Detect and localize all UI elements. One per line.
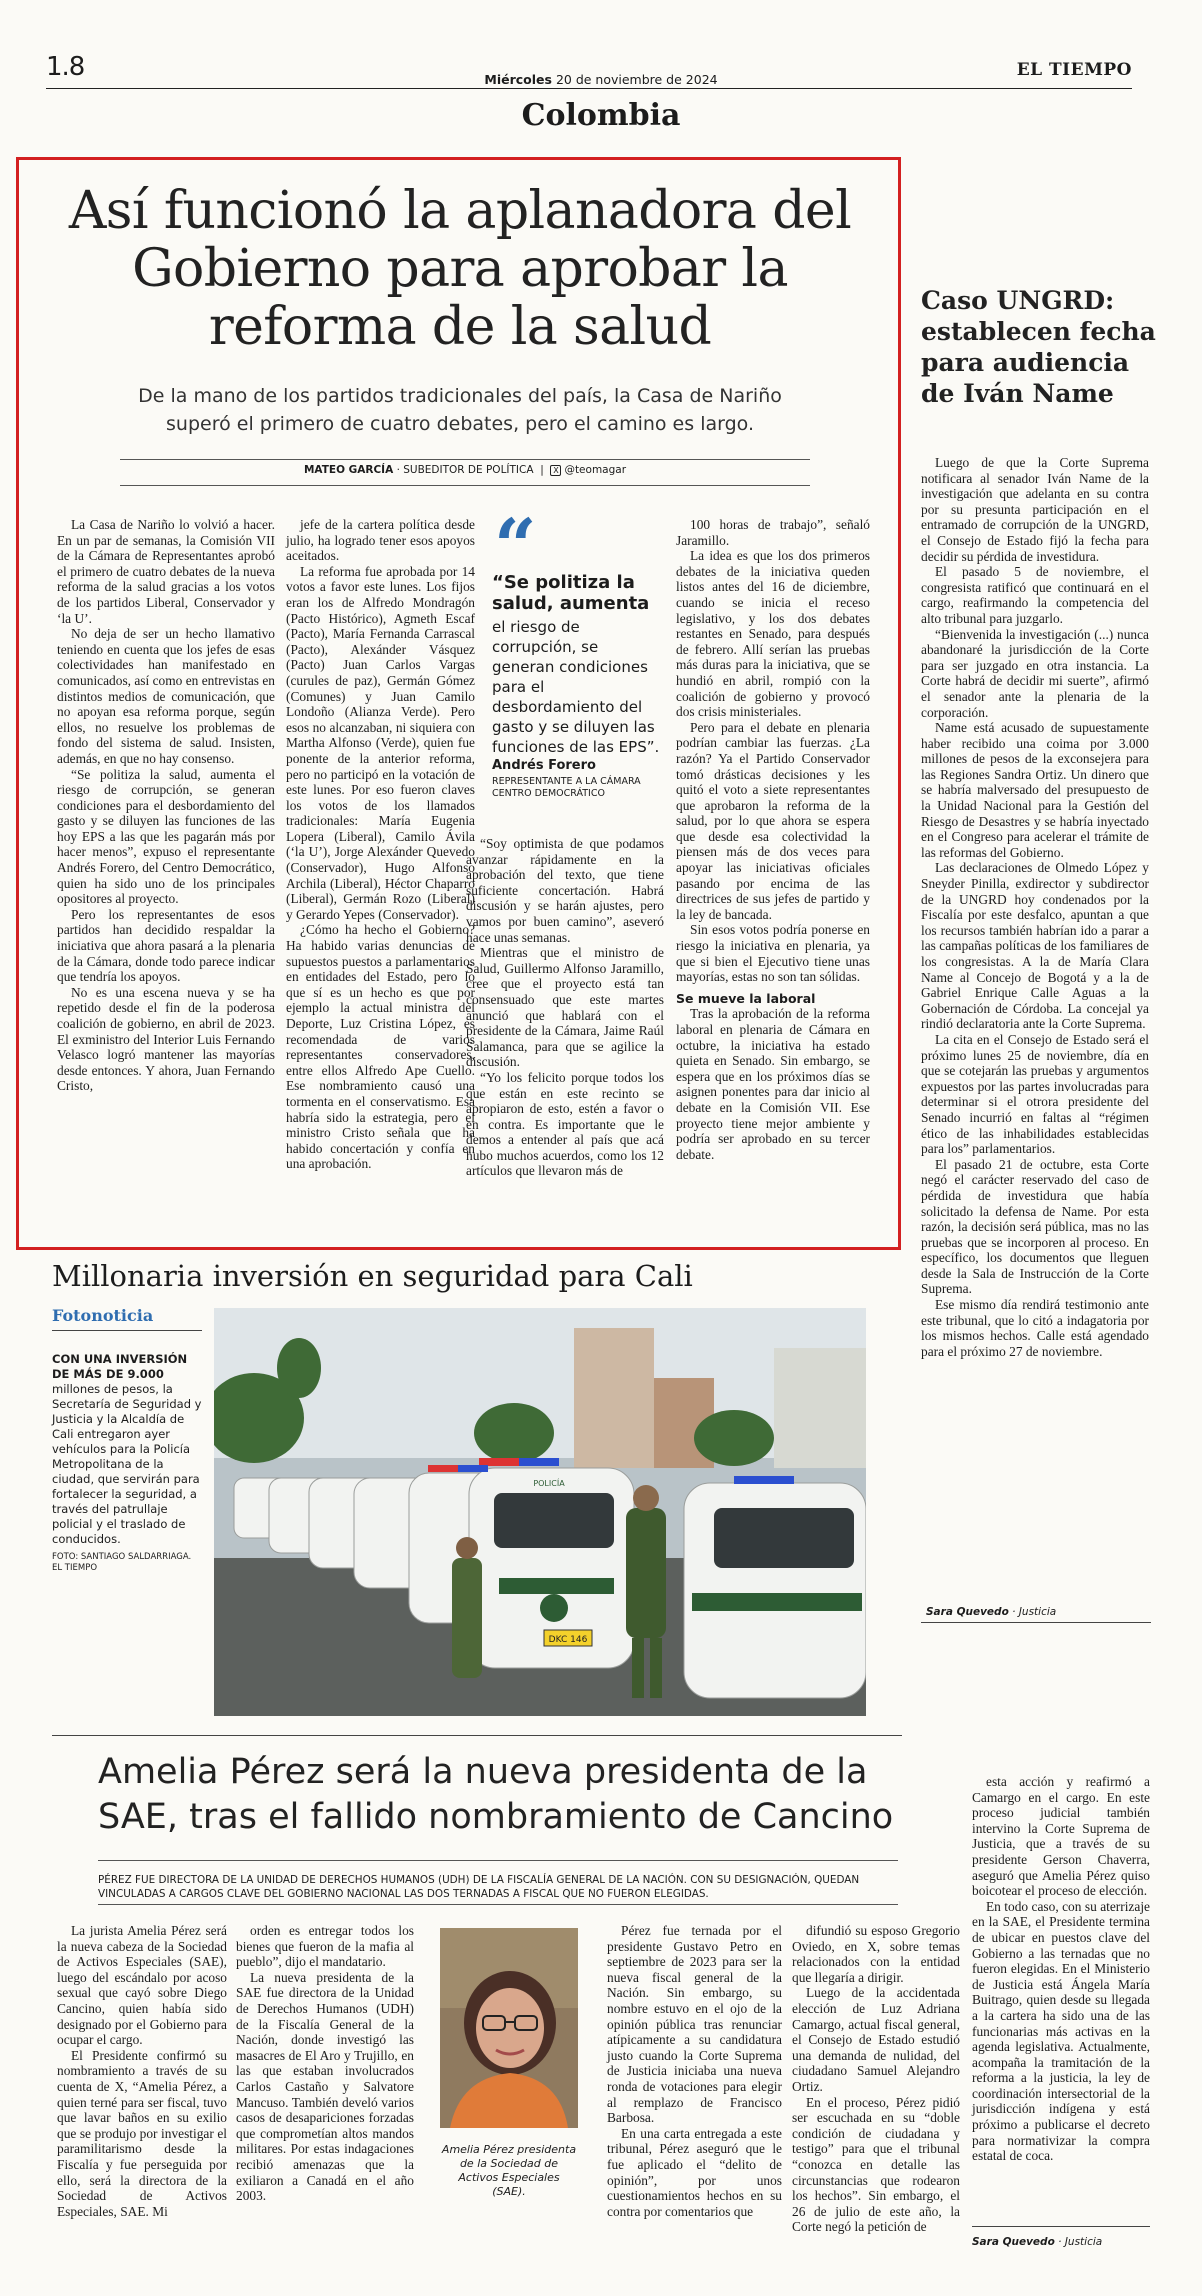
paragraph: Tras la aprobación de la reforma laboral en plenaria de Cámara en octubre, la iniciativa ha estado quieta en Senado. Sin embargo, se espera que en los próximos días se asignen ponentes para dar inicio al debate en la Comisión VII. Ese proyecto tiene mejor ambiente y podría ser aprobado en su tercer debate. — [676, 1006, 870, 1162]
pullquote-body: el riesgo de corrupción, se generan condiciones para el desbordamiento del gasto y se diluyen las funciones de las EPS”. — [492, 618, 660, 756]
amelia-dek-rule-top — [98, 1860, 898, 1861]
paragraph: La jurista Amelia Pérez será la nueva cabeza de la Sociedad de Activos Especiales (SAE), luego del escándalo por acoso sexual que cayó sobre Diego Cancino, quien había sido designado por el Gobierno para ocupar el cargo. — [57, 1923, 227, 2048]
photo-credit: FOTO: SANTIAGO SALDARRIAGA. EL TIEMPO — [52, 1552, 192, 1573]
plate-text: DKC 146 — [548, 1635, 588, 1645]
paragraph: “Yo los felicito porque todos los que están en este recinto se apropiaron de esto, estén a favor o en contra. Es importante que le demos a entender al país que acá hubo muchos acuerdos, como los 12 artículos que llevaron más de — [466, 1069, 664, 1179]
amelia-col-4 — [792, 1923, 960, 2235]
date-text: 20 de noviembre de 2024 — [555, 72, 718, 87]
paragraph: El pasado 21 de octubre, esta Corte negó el carácter reservado del caso de pérdida de investidura que había solicitado la defensa de Name. Por esta razón, la decisión será pública, mas no las pruebas que se incorporen al proceso. En específico, los documentos que lleguen desde la Sala de Instrucción de la Corte Suprema. — [921, 1156, 1149, 1297]
paragraph: Sin esos votos podría ponerse en riesgo la iniciativa en plenaria, ya que si bien el Ejecutivo tiene unas mayorías, estas no son tan sólidas. — [676, 922, 870, 985]
amelia-signature-rule — [972, 2226, 1150, 2227]
amelia-dek-rule-bottom — [98, 1904, 898, 1905]
paragraph: No deja de ser un hecho llamativo teniendo en cuenta que los jefes de esas colectividades han manifestado en comunicados, así como en entrevistas en distintos medios de comunicación, que no apoyan esa reforma porque, según ellos, no resuelve los problemas de fondo del sistema de salud. Insisten, además, en que no hay consenso. — [57, 626, 275, 766]
byline-role: · SUBEDITOR DE POLÍTICA — [396, 464, 534, 476]
side-signature-name: Sara Quevedo — [926, 1606, 1009, 1618]
photo-caption — [52, 1352, 202, 1547]
paragraph: ¿Cómo ha hecho el Gobierno? Ha habido varias denuncias de supuestos puestos a parlamentarios en entidades del Estado, pero lo que sí es un hecho es que por ejemplo la actual ministra del Deporte, Luz Cristina López, es recomendada de varios representantes conservadores, entre ellos Alfredo Ape Cuello. Ese nombramiento causó una tormenta en el conservatismo. Esa habría sido la estrategia, pero el ministro Cristo señala que ha habido concertación y confía en una aprobación. — [286, 922, 475, 1172]
paragraph: Luego de que la Corte Suprema notificara al senador Iván Name de la investigación que adelanta en su contra por su presunta participación en el entramado de corrupción de la UNGRD, el Consejo de Estado fijó la fecha para decidir su pérdida de investidura. — [921, 455, 1149, 564]
date-weekday: Miércoles — [484, 72, 552, 87]
amelia-dek: PÉREZ FUE DIRECTORA DE LA UNIDAD DE DERECHOS HUMANOS (UDH) DE LA FISCALÍA GENERAL DE LA NACIÓN. CON SU DESIGNACIÓN, QUEDAN VINCULADAS A CARGOS CLAVE DEL GOBIERNO NACIONAL LAS DOS TERNADAS A FISCAL QUE NO FUERON ELEGIDAS. — [98, 1874, 860, 1900]
paragraph: Las declaraciones de Olmedo López y Sneyder Pinilla, exdirector y subdirector de la UNGRD hoy condenados por la Fiscalía por este desfalco, apuntan a que los recursos también habrían ido a parar a las campañas políticas de los familiares de los congresistas. A la de María Clara Name al Concejo de Bogotá y a la de Gabriel Enrique Calle Aguas a la Gobernación de Córdoba. La concejal ya rindió declaratoria ante la Corte Suprema. — [921, 860, 1149, 1032]
paragraph: La nueva presidenta de la SAE fue directora de la Unidad de Derechos Humanos (UDH) de la Fiscalía General de la Nación, donde investigó las masacres de El Aro y Trujillo, en las que estaban involucrados Carlos Castaño y Salvatore Mancuso. También develó varios casos de desapariciones forzadas que comprometían altos mandos militares. Por estas indagaciones recibió amenazas que la exiliaron a Canadá en el año 2003. — [236, 1969, 414, 2204]
side-body — [921, 455, 1149, 1359]
quote-mark-icon: “ — [494, 504, 537, 590]
amelia-signature-desk: · Justicia — [1058, 2236, 1103, 2248]
page-number: 1.8 — [46, 52, 85, 82]
amelia-col-1 — [57, 1923, 227, 2219]
amelia-col-5 — [972, 1774, 1150, 2164]
amelia-signature — [972, 2236, 1102, 2248]
side-signature-rule — [921, 1622, 1151, 1623]
paragraph: “Soy optimista de que podamos avanzar rápidamente en la aprobación del texto, que tiene suficiente concertación. Habrá discusión y se harán ajustes, pero vamos por buen camino”, aseveró hace unas semanas. — [466, 836, 664, 945]
main-col-1 — [57, 517, 275, 1094]
main-headline: Así funcionó la aplanadora del Gobierno para aprobar la reforma de la salud — [68, 181, 852, 357]
amelia-col-3 — [607, 1923, 782, 2219]
paragraph: Mientras que el ministro de Salud, Guillermo Alfonso Jaramillo, cree que el proyecto está tan consensuado que este martes anunció que hablará con el presidente de la Cámara, Jaime Raúl Salamanca, para que se agilice la discusión. — [466, 945, 664, 1070]
byline-author: MATEO GARCÍA — [303, 464, 394, 476]
byline-rule-top — [120, 459, 810, 460]
pullquote-role: REPRESENTANTE A LA CÁMARA CENTRO DEMOCRÁTICO — [492, 776, 641, 799]
section-title: Colombia — [521, 98, 681, 133]
section-rule — [52, 1735, 902, 1736]
paragraph: No es una escena nueva y se ha repetido desde el fin de la poderosa coalición de gobierno, en abril de 2023. El exministro del Interior Luis Fernando Velasco logró mantener las mayorías desde entonces. Y ahora, Juan Fernando Cristo, — [57, 984, 275, 1094]
main-dek: De la mano de los partidos tradicionales del país, la Casa de Nariño superó el primero de cuatro debates, pero el camino es largo. — [138, 385, 782, 435]
paragraph: El Presidente confirmó su nombramiento a través de su cuenta de X, “Amelia Pérez, a quien terné para ser fiscal, tuvo que lavar baños en su exilio que se produjo por investigar el paramilitarismo desde la Fiscalía y fue perseguida por ello, será la directora de la Sociedad de Activos Especiales, SAE. Mi — [57, 2047, 227, 2219]
paragraph: “Bienvenida la investigación (...) nunca abandonaré la jurisdicción de la Corte para ser juzgado en otra instancia. La Corte habrá de decidir mi suerte”, afirmó el senador ante la plenaria de la corporación. — [921, 626, 1149, 720]
main-col-4-body — [676, 517, 870, 985]
photo-label-rule — [52, 1330, 202, 1331]
paragraph: La reforma fue aprobada por 14 votos a favor este lunes. Los fijos eran los de Alfredo Mondragón (Pacto Histórico), Agmeth Escaf (Pacto), María Fernanda Carrascal (Pacto), Alexánder Vásquez (Pacto) Juan Carlos Vargas (curules de paz), Germán Gómez (Comunes) y Juan Camilo Londoño (Alianza Verde). Pero esos no alcanzaban, ni siquiera con Martha Alfonso (Verde), quien fue ponente de la anterior reforma, pero no participó en la votación de este lunes. Por eso fueron claves los votos de los llamados tradicionales: María Eugenia Lopera (Liberal), Camilo Ávila (‘la U’), Jorge Alexánder Quevedo (Conservador), Hugo Alfonso Archila (Liberal), Héctor Chaparro (Liberal), Germán Rozo (Liberal) y Gerardo Yepes (Conservador). — [286, 563, 475, 922]
paragraph: “Se politiza la salud, aumenta el riesgo de corrupción, se generan condiciones para el desbordamiento del gasto y se diluyen las funciones de las hoy EPS a las que les pagarán más por hacer menos”, expuso el representante Andrés Forero, del Centro Democrático, quien ha sido uno de los principales opositores al proyecto. — [57, 766, 275, 907]
paragraph: Name está acusado de supuestamente haber recibido una coima por 3.000 millones de pesos de la exconsejera para las Regiones Sandra Ortiz. Un dinero que se habría malversado del presupuesto de la Unidad Nacional para la Gestión del Riesgo de Desastres y se habría inyectado en el Congreso para acelerar el trámite de las reformas del Gobierno. — [921, 720, 1149, 860]
door-text: POLICÍA — [533, 1479, 565, 1488]
amelia-signature-name: Sara Quevedo — [972, 2236, 1055, 2248]
paragraph: La Casa de Nariño lo volvió a hacer. En un par de semanas, la Comisión VII de la Cámara de Representantes aprobó el primero de cuatro debates de la nueva reforma de la salud gracias a los votos de los partidos Liberal, Conservador y ‘la U’. — [57, 517, 275, 626]
paragraph: El pasado 5 de noviembre, el congresista ratificó que continuará en el cargo, reafirmando la competencia del alto tribunal para juzgarlo. — [921, 564, 1149, 626]
pullquote-lead: “Se politiza la salud, aumenta — [492, 572, 650, 614]
photo-caption-body: millones de pesos, la Secretaría de Seguridad y Justicia y la Alcaldía de Cali entregaron ayer vehículos para la Policía Metropolitana de la ciudad, que servirán para fortalecer la seguridad, a través del patrullaje policial y el traslado de conducidos. — [52, 1382, 202, 1546]
side-signature — [926, 1606, 1056, 1618]
paragraph: En el proceso, Pérez pidió ser escuchada en su “doble condición de ciudadana y testigo” para que el tribunal “conozca en detalle las circunstancias que rodearon los hechos”. Sin embargo, el 26 de julio de este año, la Corte negó la petición de — [792, 2094, 960, 2235]
byline-rule-bottom — [120, 485, 810, 486]
paragraph: En una carta entregada a este tribunal, Pérez aseguró que le fue aplicado el “delito de opinión”, por unos cuestionamientos hechos en su contra por comentarios que — [607, 2125, 782, 2219]
byline: MATEO GARCÍA · SUBEDITOR DE POLÍTICA | X @teomagar — [303, 464, 627, 476]
amelia-headline: Amelia Pérez será la nueva presidenta de la SAE, tras el fallido nombramiento de Cancino — [98, 1752, 894, 1837]
main-col-2 — [286, 517, 475, 1172]
paragraph: esta acción y reafirmó a Camargo en el cargo. En este proceso judicial también intervino la Corte Suprema de Justicia, que a través de su presidente Gerson Chaverra, aseguró que Amelia Pérez quiso boicotear el proceso de elección. — [972, 1774, 1150, 1899]
photo-label: Fotonoticia — [52, 1306, 154, 1325]
main-col-3 — [466, 836, 664, 1179]
police-vehicles-photo — [214, 1308, 866, 1716]
paragraph: difundió su esposo Gregorio Oviedo, en X, sobre temas relacionados con la entidad que llegaría a dirigir. — [792, 1923, 960, 1985]
paragraph: La idea es que los dos primeros debates de la iniciativa queden listos antes del 16 de diciembre, cuando se inicia el receso legislativo, y los dos debates restantes en Senado, para después de febrero. Allí serían las pruebas más duras para la iniciativa, que se hundió en abril, rompió con la coalición de gobierno y provocó dos crisis ministeriales. — [676, 548, 870, 720]
paragraph: Pero los representantes de esos partidos han decidido respaldar la iniciativa que ahora pasará a la plenaria de la Cámara, donde todo parece indicar que tendría los apoyos. — [57, 906, 275, 985]
newspaper-logo: EL TIEMPO — [1016, 60, 1132, 80]
paragraph: En todo caso, con su aterrizaje en la SAE, el Presidente termina de ubicar en puestos clave del Gobierno a las ternadas que no fueron elegidas. En el Ministerio de Justicia está Ángela María Buitrago, quien desde su llegada a la cartera ha sido una de las funcionarias más activas en la agenda legislativa. Actualmente, acompaña la tramitación de la reforma a la justicia, la ley de coordinación intersectorial de la jurisdicción indígena y está próximo a publicarse el decreto para normativizar la compra estatal de coca. — [972, 1898, 1150, 2164]
paragraph: La cita en el Consejo de Estado será el próximo lunes 25 de noviembre, día en que se cotejarán las pruebas y argumentos expuestos por las partes involucradas para determinar si el otrora presidente del Senado incurrió en faltas al “régimen ético de las inhabilidades establecidas para los” parlamentarios. — [921, 1031, 1149, 1157]
paragraph: jefe de la cartera política desde julio, ha logrado tener esos apoyos aceitados. — [286, 517, 475, 564]
x-icon: X — [550, 465, 561, 476]
main-subhead: Se mueve la laboral — [676, 990, 816, 1006]
amelia-portrait-photo — [440, 1928, 578, 2128]
paragraph: orden es entregar todos los bienes que fueron de la mafia al pueblo”, dijo el mandatario. — [236, 1923, 414, 1970]
paragraph: Ese mismo día rendirá testimonio ante este tribunal, que lo citó a indagatoria por los mismos hechos. Calle está agendado para el próximo 27 de noviembre. — [921, 1297, 1149, 1359]
pullquote-name: Andrés Forero — [492, 758, 596, 773]
photo-caption-lead: CON UNA INVERSIÓN DE MÁS DE 9.000 — [52, 1352, 188, 1381]
masthead-rule — [46, 88, 1132, 89]
side-headline: Caso UNGRD: establecen fecha para audiencia de Iván Name — [921, 286, 1156, 408]
side-signature-desk: · Justicia — [1012, 1606, 1057, 1618]
amelia-col-2 — [236, 1923, 414, 2204]
paragraph: Pero para el debate en plenaria podrían cambiar las fuerzas. ¿La razón? Ya el Partido Conservador tomó drásticas decisiones y les quitó el voto a siete representantes que aprobaron la reforma de la salud, por lo que ahora se espera que desde esa colectividad la piensen más de dos veces para apoyar las iniciativas oficiales pasando por encima de las directrices de sus jefes de partido y la ley de bancada. — [676, 719, 870, 922]
paragraph: Luego de la accidentada elección de Luz Adriana Camargo, actual fiscal general, el Consejo de Estado estudió una demanda de nulidad, del ciudadano Samuel Alejandro Ortiz. — [792, 1985, 960, 2094]
amelia-photo-caption: Amelia Pérez presidenta de la Sociedad de Activos Especiales (SAE). — [441, 2143, 577, 2198]
byline-handle[interactable]: @teomagar — [564, 464, 627, 476]
main-col-4 — [676, 517, 870, 1162]
photo-headline: Millonaria inversión en seguridad para Cali — [52, 1259, 693, 1293]
paragraph: Pérez fue ternada por el presidente Gustavo Petro en septiembre de 2023 para ser la nueva fiscal general de la Nación. Sin embargo, su nombre estuvo en el ojo de la opinión pública tras renunciar atípicamente a su candidatura justo cuando la Corte Suprema de Justicia iniciaba una nueva ronda de votaciones para elegir al remplazo de Francisco Barbosa. — [607, 1923, 782, 2126]
main-col-4-tail — [676, 1006, 870, 1162]
paragraph: 100 horas de trabajo”, señaló Jaramillo. — [676, 517, 870, 548]
